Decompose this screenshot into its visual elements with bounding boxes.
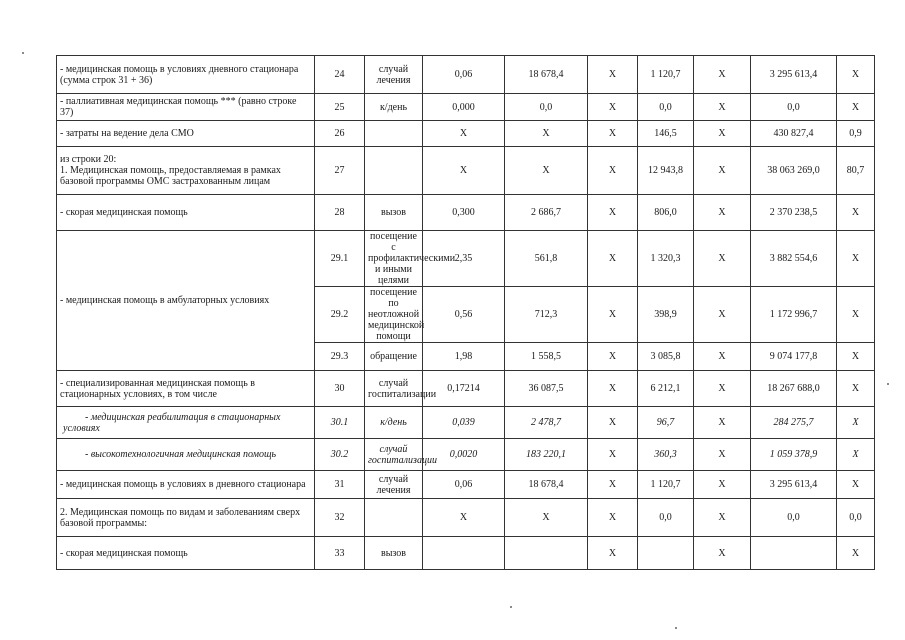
norm-cell: 0,06 — [423, 56, 505, 94]
norm-cell: 0,000 — [423, 94, 505, 121]
unit-cell: к/день — [365, 94, 423, 121]
row-label: - медицинская помощь в условиях дневного стационара (сумма строк 31 + 36) — [57, 56, 315, 94]
table-row — [57, 407, 875, 439]
scan-speck — [22, 52, 24, 54]
total-cell: 2 370 238,5 — [751, 195, 837, 231]
row-number: 30.1 — [315, 407, 365, 439]
table-row — [57, 56, 875, 94]
table-row — [57, 471, 875, 499]
per-capita-cell: 12 943,8 — [638, 147, 694, 195]
unit-cell — [365, 499, 423, 537]
unit-cell: обращение — [365, 343, 423, 371]
per-capita-cell — [638, 537, 694, 570]
unit-cell: вызов — [365, 195, 423, 231]
per-capita-cell: 1 120,7 — [638, 471, 694, 499]
scan-speck — [510, 606, 512, 608]
norm-cell: 2,35 — [423, 231, 505, 287]
unit-cell: вызов — [365, 537, 423, 570]
row-number: 29.2 — [315, 287, 365, 343]
x-cell: X — [588, 94, 638, 121]
cost-cell: 0,0 — [505, 94, 588, 121]
row-label: 2. Медицинская помощь по видам и заболеваниям сверх базовой программы: — [57, 499, 315, 537]
total-cell: 1 172 996,7 — [751, 287, 837, 343]
percent-cell: X — [837, 287, 875, 343]
x-cell: X — [694, 471, 751, 499]
percent-cell: X — [837, 343, 875, 371]
cost-cell: 2 686,7 — [505, 195, 588, 231]
table-row — [57, 537, 875, 570]
table-row — [57, 121, 875, 147]
norm-cell: X — [423, 147, 505, 195]
unit-cell: случай лечения — [365, 471, 423, 499]
norm-cell — [423, 537, 505, 570]
cost-cell: 561,8 — [505, 231, 588, 287]
per-capita-cell: 96,7 — [638, 407, 694, 439]
total-cell: 3 882 554,6 — [751, 231, 837, 287]
row-number: 29.1 — [315, 231, 365, 287]
row-number: 30.2 — [315, 439, 365, 471]
x-cell: X — [588, 231, 638, 287]
table-row — [57, 147, 875, 195]
unit-cell — [365, 121, 423, 147]
row-label: - специализированная медицинская помощь в стационарных условиях, в том числе — [57, 371, 315, 407]
row-label-prefix: из строки 20: — [60, 154, 117, 165]
x-cell: X — [588, 287, 638, 343]
norm-cell: 0,17214 — [423, 371, 505, 407]
percent-cell: X — [837, 439, 875, 471]
x-cell: X — [694, 147, 751, 195]
cost-cell: 1 558,5 — [505, 343, 588, 371]
per-capita-cell: 0,0 — [638, 94, 694, 121]
norm-cell: X — [423, 121, 505, 147]
row-label-text: - медицинская реабилитация в стационарных условиях — [63, 411, 281, 434]
unit-cell: случай госпитализации — [365, 439, 423, 471]
total-cell: 18 267 688,0 — [751, 371, 837, 407]
cost-cell: 36 087,5 — [505, 371, 588, 407]
row-label: - медицинская помощь в амбулаторных условиях — [57, 231, 315, 371]
percent-cell: 0,0 — [837, 499, 875, 537]
total-cell: 0,0 — [751, 94, 837, 121]
row-number: 28 — [315, 195, 365, 231]
row-label: - затраты на ведение дела СМО — [57, 121, 315, 147]
row-label-text: 1. Медицинская помощь, предоставляемая в рамках базовой программы ОМС застрахованным лицам — [60, 165, 281, 187]
table-row — [57, 499, 875, 537]
percent-cell: X — [837, 195, 875, 231]
per-capita-cell: 806,0 — [638, 195, 694, 231]
percent-cell: X — [837, 231, 875, 287]
norm-cell: X — [423, 499, 505, 537]
cost-cell: 18 678,4 — [505, 56, 588, 94]
per-capita-cell: 6 212,1 — [638, 371, 694, 407]
total-cell: 38 063 269,0 — [751, 147, 837, 195]
percent-cell: X — [837, 371, 875, 407]
percent-cell: X — [837, 56, 875, 94]
unit-cell: случай лечения — [365, 56, 423, 94]
percent-cell: 80,7 — [837, 147, 875, 195]
row-number: 33 — [315, 537, 365, 570]
table-row — [57, 439, 875, 471]
norm-cell: 0,0020 — [423, 439, 505, 471]
total-cell: 0,0 — [751, 499, 837, 537]
x-cell: X — [694, 56, 751, 94]
total-cell: 9 074 177,8 — [751, 343, 837, 371]
unit-cell: посещение по неотложной медицинской помощи — [365, 287, 423, 343]
x-cell: X — [588, 537, 638, 570]
per-capita-cell: 360,3 — [638, 439, 694, 471]
percent-cell: X — [837, 94, 875, 121]
norm-cell: 0,56 — [423, 287, 505, 343]
unit-cell: случай госпитализации — [365, 371, 423, 407]
norm-cell: 0,06 — [423, 471, 505, 499]
row-label: - скорая медицинская помощь — [57, 195, 315, 231]
x-cell: X — [588, 471, 638, 499]
x-cell: X — [694, 231, 751, 287]
cost-cell: 712,3 — [505, 287, 588, 343]
total-cell: 284 275,7 — [751, 407, 837, 439]
total-cell: 430 827,4 — [751, 121, 837, 147]
cost-cell: X — [505, 499, 588, 537]
data-table — [56, 55, 875, 570]
x-cell: X — [694, 439, 751, 471]
x-cell: X — [694, 343, 751, 371]
table-row — [57, 94, 875, 121]
unit-cell — [365, 147, 423, 195]
x-cell: X — [588, 195, 638, 231]
x-cell: X — [588, 499, 638, 537]
percent-cell: X — [837, 471, 875, 499]
norm-cell: 0,039 — [423, 407, 505, 439]
row-number: 29.3 — [315, 343, 365, 371]
row-label — [57, 439, 315, 471]
x-cell: X — [588, 439, 638, 471]
cost-cell: 18 678,4 — [505, 471, 588, 499]
x-cell: X — [694, 121, 751, 147]
row-number: 25 — [315, 94, 365, 121]
x-cell: X — [588, 407, 638, 439]
per-capita-cell: 398,9 — [638, 287, 694, 343]
x-cell: X — [694, 94, 751, 121]
table-row — [57, 231, 875, 287]
scan-speck — [887, 383, 889, 385]
table-row — [57, 195, 875, 231]
percent-cell: 0,9 — [837, 121, 875, 147]
scan-speck — [675, 627, 677, 629]
x-cell: X — [694, 499, 751, 537]
cost-cell: X — [505, 121, 588, 147]
x-cell: X — [588, 371, 638, 407]
row-number: 24 — [315, 56, 365, 94]
row-label: - паллиативная медицинская помощь *** (равно строке 37) — [57, 94, 315, 121]
x-cell: X — [694, 407, 751, 439]
table-row — [57, 371, 875, 407]
x-cell: X — [588, 343, 638, 371]
total-cell: 3 295 613,4 — [751, 471, 837, 499]
per-capita-cell: 1 320,3 — [638, 231, 694, 287]
x-cell: X — [588, 147, 638, 195]
total-cell: 3 295 613,4 — [751, 56, 837, 94]
row-label — [57, 147, 315, 195]
per-capita-cell: 3 085,8 — [638, 343, 694, 371]
x-cell: X — [694, 287, 751, 343]
row-label — [57, 407, 315, 439]
total-cell: 1 059 378,9 — [751, 439, 837, 471]
unit-cell: к/день — [365, 407, 423, 439]
norm-cell: 0,300 — [423, 195, 505, 231]
unit-cell: посещение с профилактическими и иными целями — [365, 231, 423, 287]
x-cell: X — [694, 371, 751, 407]
cost-cell: 2 478,7 — [505, 407, 588, 439]
x-cell: X — [588, 56, 638, 94]
per-capita-cell: 146,5 — [638, 121, 694, 147]
cost-cell: 183 220,1 — [505, 439, 588, 471]
row-number: 31 — [315, 471, 365, 499]
x-cell: X — [694, 195, 751, 231]
norm-cell: 1,98 — [423, 343, 505, 371]
row-label: - медицинская помощь в условиях в дневного стационара — [57, 471, 315, 499]
row-label: - скорая медицинская помощь — [57, 537, 315, 570]
x-cell: X — [694, 537, 751, 570]
total-cell — [751, 537, 837, 570]
row-number: 32 — [315, 499, 365, 537]
cost-cell — [505, 537, 588, 570]
per-capita-cell: 0,0 — [638, 499, 694, 537]
row-number: 26 — [315, 121, 365, 147]
per-capita-cell: 1 120,7 — [638, 56, 694, 94]
row-number: 27 — [315, 147, 365, 195]
percent-cell: X — [837, 537, 875, 570]
x-cell: X — [588, 121, 638, 147]
percent-cell: X — [837, 407, 875, 439]
cost-cell: X — [505, 147, 588, 195]
row-number: 30 — [315, 371, 365, 407]
row-label-text: - высокотехнологичная медицинская помощь — [85, 449, 277, 460]
